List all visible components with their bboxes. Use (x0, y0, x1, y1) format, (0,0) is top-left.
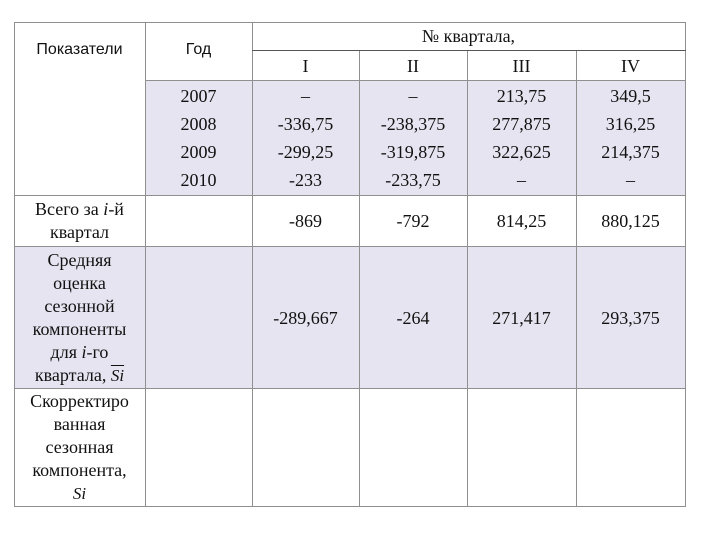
average-q4: 293,375 (601, 307, 660, 328)
adjusted-label-line2: ванная (53, 414, 106, 434)
grid-line (14, 246, 686, 247)
header-quarter-2: II (407, 55, 419, 76)
total-label-line2: квартал (50, 222, 109, 242)
header-quarter-1: I (302, 55, 309, 76)
grid-line (685, 22, 686, 506)
total-row-label (14, 197, 145, 245)
value-2007-q2: – (408, 85, 418, 106)
value-2007-q1: – (301, 85, 310, 106)
value-2008-q2: -238,375 (380, 113, 446, 134)
adjusted-q2 (359, 389, 467, 506)
value-2010-q2: -233,75 (385, 169, 441, 190)
total-q1: -869 (289, 210, 322, 231)
total-q3: 814,25 (496, 210, 547, 231)
value-2009-q2: -319,875 (380, 141, 446, 162)
adjusted-label-line3: сезонная (45, 437, 114, 457)
adjusted-row-label (14, 389, 145, 506)
average-label-index: i (81, 342, 87, 362)
adjusted-label-line1: Скорректиро (30, 391, 129, 411)
value-2010-q3: – (517, 169, 526, 190)
average-label-line4: компоненты (32, 319, 127, 339)
header-indicators: Показатели (36, 40, 123, 58)
value-2010-q1: -233 (289, 169, 322, 190)
average-q2: -264 (396, 307, 430, 328)
average-symbol: $\overline{Si}$ (110, 366, 125, 385)
grid-line (145, 80, 686, 81)
adjusted-label-line4: компонента, (32, 460, 127, 480)
average-label-suffix: -го (86, 342, 109, 362)
value-2009-q1: -299,25 (277, 141, 334, 162)
grid-line (14, 195, 686, 196)
value-2009-q4: 214,375 (601, 141, 660, 162)
header-quarter-4: IV (621, 55, 640, 76)
grid-line (14, 506, 686, 507)
adjusted-q4 (576, 389, 685, 506)
value-2008-q3: 277,875 (492, 113, 551, 134)
average-label-line6: квартала, (34, 365, 107, 385)
adjusted-q3 (467, 389, 576, 506)
year-2009: 2009 (180, 141, 217, 162)
total-label-suffix: -й (108, 199, 124, 219)
year-2010: 2010 (180, 169, 217, 190)
value-2008-q1: -336,75 (277, 113, 334, 134)
average-q3: 271,417 (492, 307, 551, 328)
header-quarter-3: III (512, 55, 531, 76)
average-label-line1: Средняя (47, 250, 112, 270)
average-row-label (14, 248, 145, 388)
header-quarter-number: № квартала, (421, 25, 516, 46)
value-2009-q3: 322,625 (492, 141, 551, 162)
adjusted-symbol: Si (72, 484, 87, 503)
value-2008-q4: 316,25 (605, 113, 656, 134)
total-label-index: i (103, 199, 109, 219)
average-label-line2: оценка (53, 273, 106, 293)
average-label-for: для (50, 342, 82, 362)
header-year: Год (185, 40, 212, 58)
average-label-line3: сезонной (44, 296, 115, 316)
grid-line (252, 50, 686, 51)
total-q2: -792 (396, 210, 430, 231)
grid-line (14, 22, 686, 23)
value-2007-q4: 349,5 (610, 85, 651, 106)
total-q4: 880,125 (601, 210, 660, 231)
value-2007-q3: 213,75 (496, 85, 547, 106)
average-q1: -289,667 (273, 307, 338, 328)
year-2007: 2007 (180, 85, 217, 106)
value-2010-q4: – (626, 169, 635, 190)
adjusted-q1 (252, 389, 359, 506)
total-label-start: Всего за (35, 199, 104, 219)
year-2008: 2008 (180, 113, 217, 134)
